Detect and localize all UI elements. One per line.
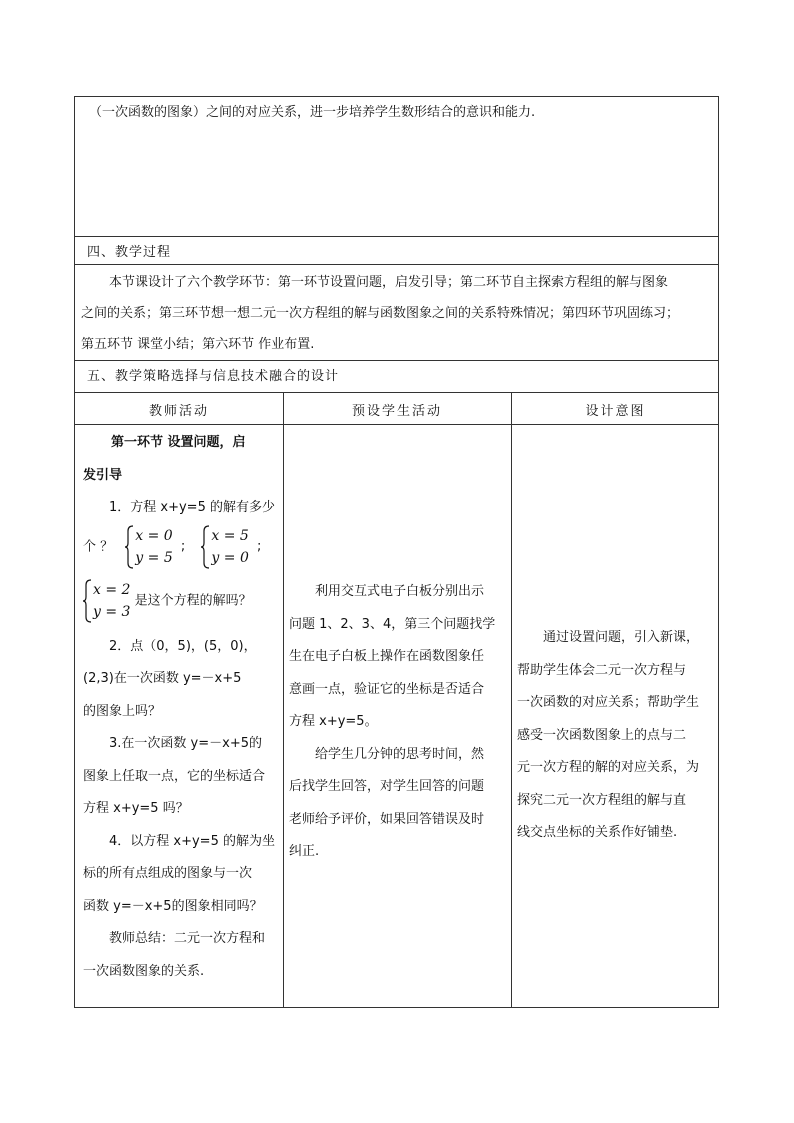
design-intent-cell bbox=[517, 622, 717, 850]
student-line1: 利用交互式电子白板分别出示 bbox=[315, 584, 485, 599]
q2-line-c: 的图象上吗？ bbox=[83, 703, 162, 719]
student-line3: 生在电子白板上操作在函数图象任 bbox=[289, 649, 485, 664]
q2-line-a: 2．点（0，5)，(5，0)， bbox=[109, 638, 257, 654]
q1-line-b: 个 ？ x = 0 y = 5 ; x = 5 y = 0 ; bbox=[83, 525, 279, 571]
student-line8: 老师给予评价，如果回答错误及时 bbox=[289, 811, 485, 827]
intent-line3: 一次函数的对应关系；帮助学生 bbox=[517, 695, 700, 710]
q1-text-b: 个 ？ bbox=[83, 539, 114, 554]
section5-title: 五、教学策略选择与信息技术融合的设计 bbox=[87, 369, 340, 384]
brace-icon bbox=[83, 579, 92, 623]
q1-line-c bbox=[83, 579, 279, 631]
eq1-x: x = 0 bbox=[135, 527, 173, 544]
column-divider-1 bbox=[283, 393, 284, 1007]
intent-line7: 线交点坐标的关系作好铺垫. bbox=[517, 825, 678, 840]
q4-line-c: 函数 y=－x+5的图象相同吗？ bbox=[83, 898, 263, 914]
intent-line6: 探究二元一次方程组的解与直 bbox=[517, 792, 687, 808]
header-teacher-activity: 教师活动 bbox=[148, 404, 209, 419]
eq2-y: y = 0 bbox=[211, 549, 249, 566]
student-activity-cell bbox=[289, 576, 507, 869]
q3-line-a: 3.在一次函数 y=－x+5的 bbox=[109, 736, 262, 751]
q1-line-a: 1．方程 x+y=5 的解有多少 bbox=[109, 500, 275, 515]
equation-system-1 bbox=[125, 525, 172, 569]
header-student-activity: 预设学生活动 bbox=[351, 404, 442, 419]
student-line9: 纠正. bbox=[289, 844, 320, 859]
intent-line5: 元一次方程的解的对应关系，为 bbox=[517, 760, 700, 775]
eq3-y: y = 3 bbox=[93, 603, 131, 620]
intro-continuation: （一次函数的图象）之间的对应关系，进一步培养学生数形结合的意识和能力. bbox=[89, 105, 536, 120]
equation-system-2 bbox=[201, 525, 248, 569]
brace-icon bbox=[201, 525, 210, 569]
header-design-intent: 设计意图 bbox=[585, 404, 646, 419]
column-divider-2 bbox=[511, 393, 512, 1007]
teacher-activity-cell bbox=[83, 427, 279, 988]
student-line7: 后找学生回答，对学生回答的问题 bbox=[289, 779, 485, 794]
student-line5: 方程 x+y=5。 bbox=[289, 714, 378, 729]
student-line2: 问题 1、2、3、4，第三个问题找学 bbox=[289, 616, 496, 632]
q2-line-b: (2,3)在一次函数 y=－x+5 bbox=[83, 671, 242, 686]
brace-icon bbox=[125, 525, 134, 569]
intent-line2: 帮助学生体会二元一次方程与 bbox=[517, 662, 687, 678]
section4-body-line3: 第五环节 课堂小结；第六环节 作业布置. bbox=[81, 337, 315, 352]
lesson-plan-table bbox=[74, 96, 719, 1008]
step-title-line1: 第一环节 设置问题，启 bbox=[111, 435, 246, 450]
q3-line-b: 图象上任取一点，它的坐标适合 bbox=[83, 768, 266, 784]
eq2-x: x = 5 bbox=[211, 527, 249, 544]
summary-line-a: 教师总结：二元一次方程和 bbox=[109, 931, 266, 946]
q4-line-b: 标的所有点组成的图象与一次 bbox=[83, 866, 253, 881]
section4-title-row bbox=[75, 237, 718, 265]
eq3-x: x = 2 bbox=[93, 581, 131, 598]
q1-text-c: 是这个方程的解吗？ bbox=[134, 593, 252, 608]
student-line4: 意画一点，验证它的坐标是否适合 bbox=[289, 681, 485, 697]
section4-body-line2: 之间的关系；第三环节想一想二元一次方程组的解与函数图象之间的关系特殊情况；第四环节巩固练习； bbox=[81, 306, 680, 321]
section4-title: 四、教学过程 bbox=[87, 245, 172, 260]
summary-line-b: 一次函数图象的关系. bbox=[83, 963, 205, 979]
student-line6: 给学生几分钟的思考时间，然 bbox=[315, 746, 485, 762]
q3-line-c: 方程 x+y=5 吗？ bbox=[83, 801, 189, 816]
intent-line4: 感受一次函数图象上的点与二 bbox=[517, 727, 687, 743]
section4-body-line1: 本节课设计了六个教学环节：第一环节设置问题，启发引导；第二环节自主探索方程组的解与图象 bbox=[109, 275, 669, 290]
equation-system-3 bbox=[83, 579, 130, 623]
q4-line-a: 4．以方程 x+y=5 的解为坐 bbox=[109, 833, 275, 849]
step-title-line2: 发引导 bbox=[83, 467, 123, 483]
intent-line1: 通过设置问题，引入新课， bbox=[543, 630, 700, 645]
eq1-y: y = 5 bbox=[135, 549, 173, 566]
